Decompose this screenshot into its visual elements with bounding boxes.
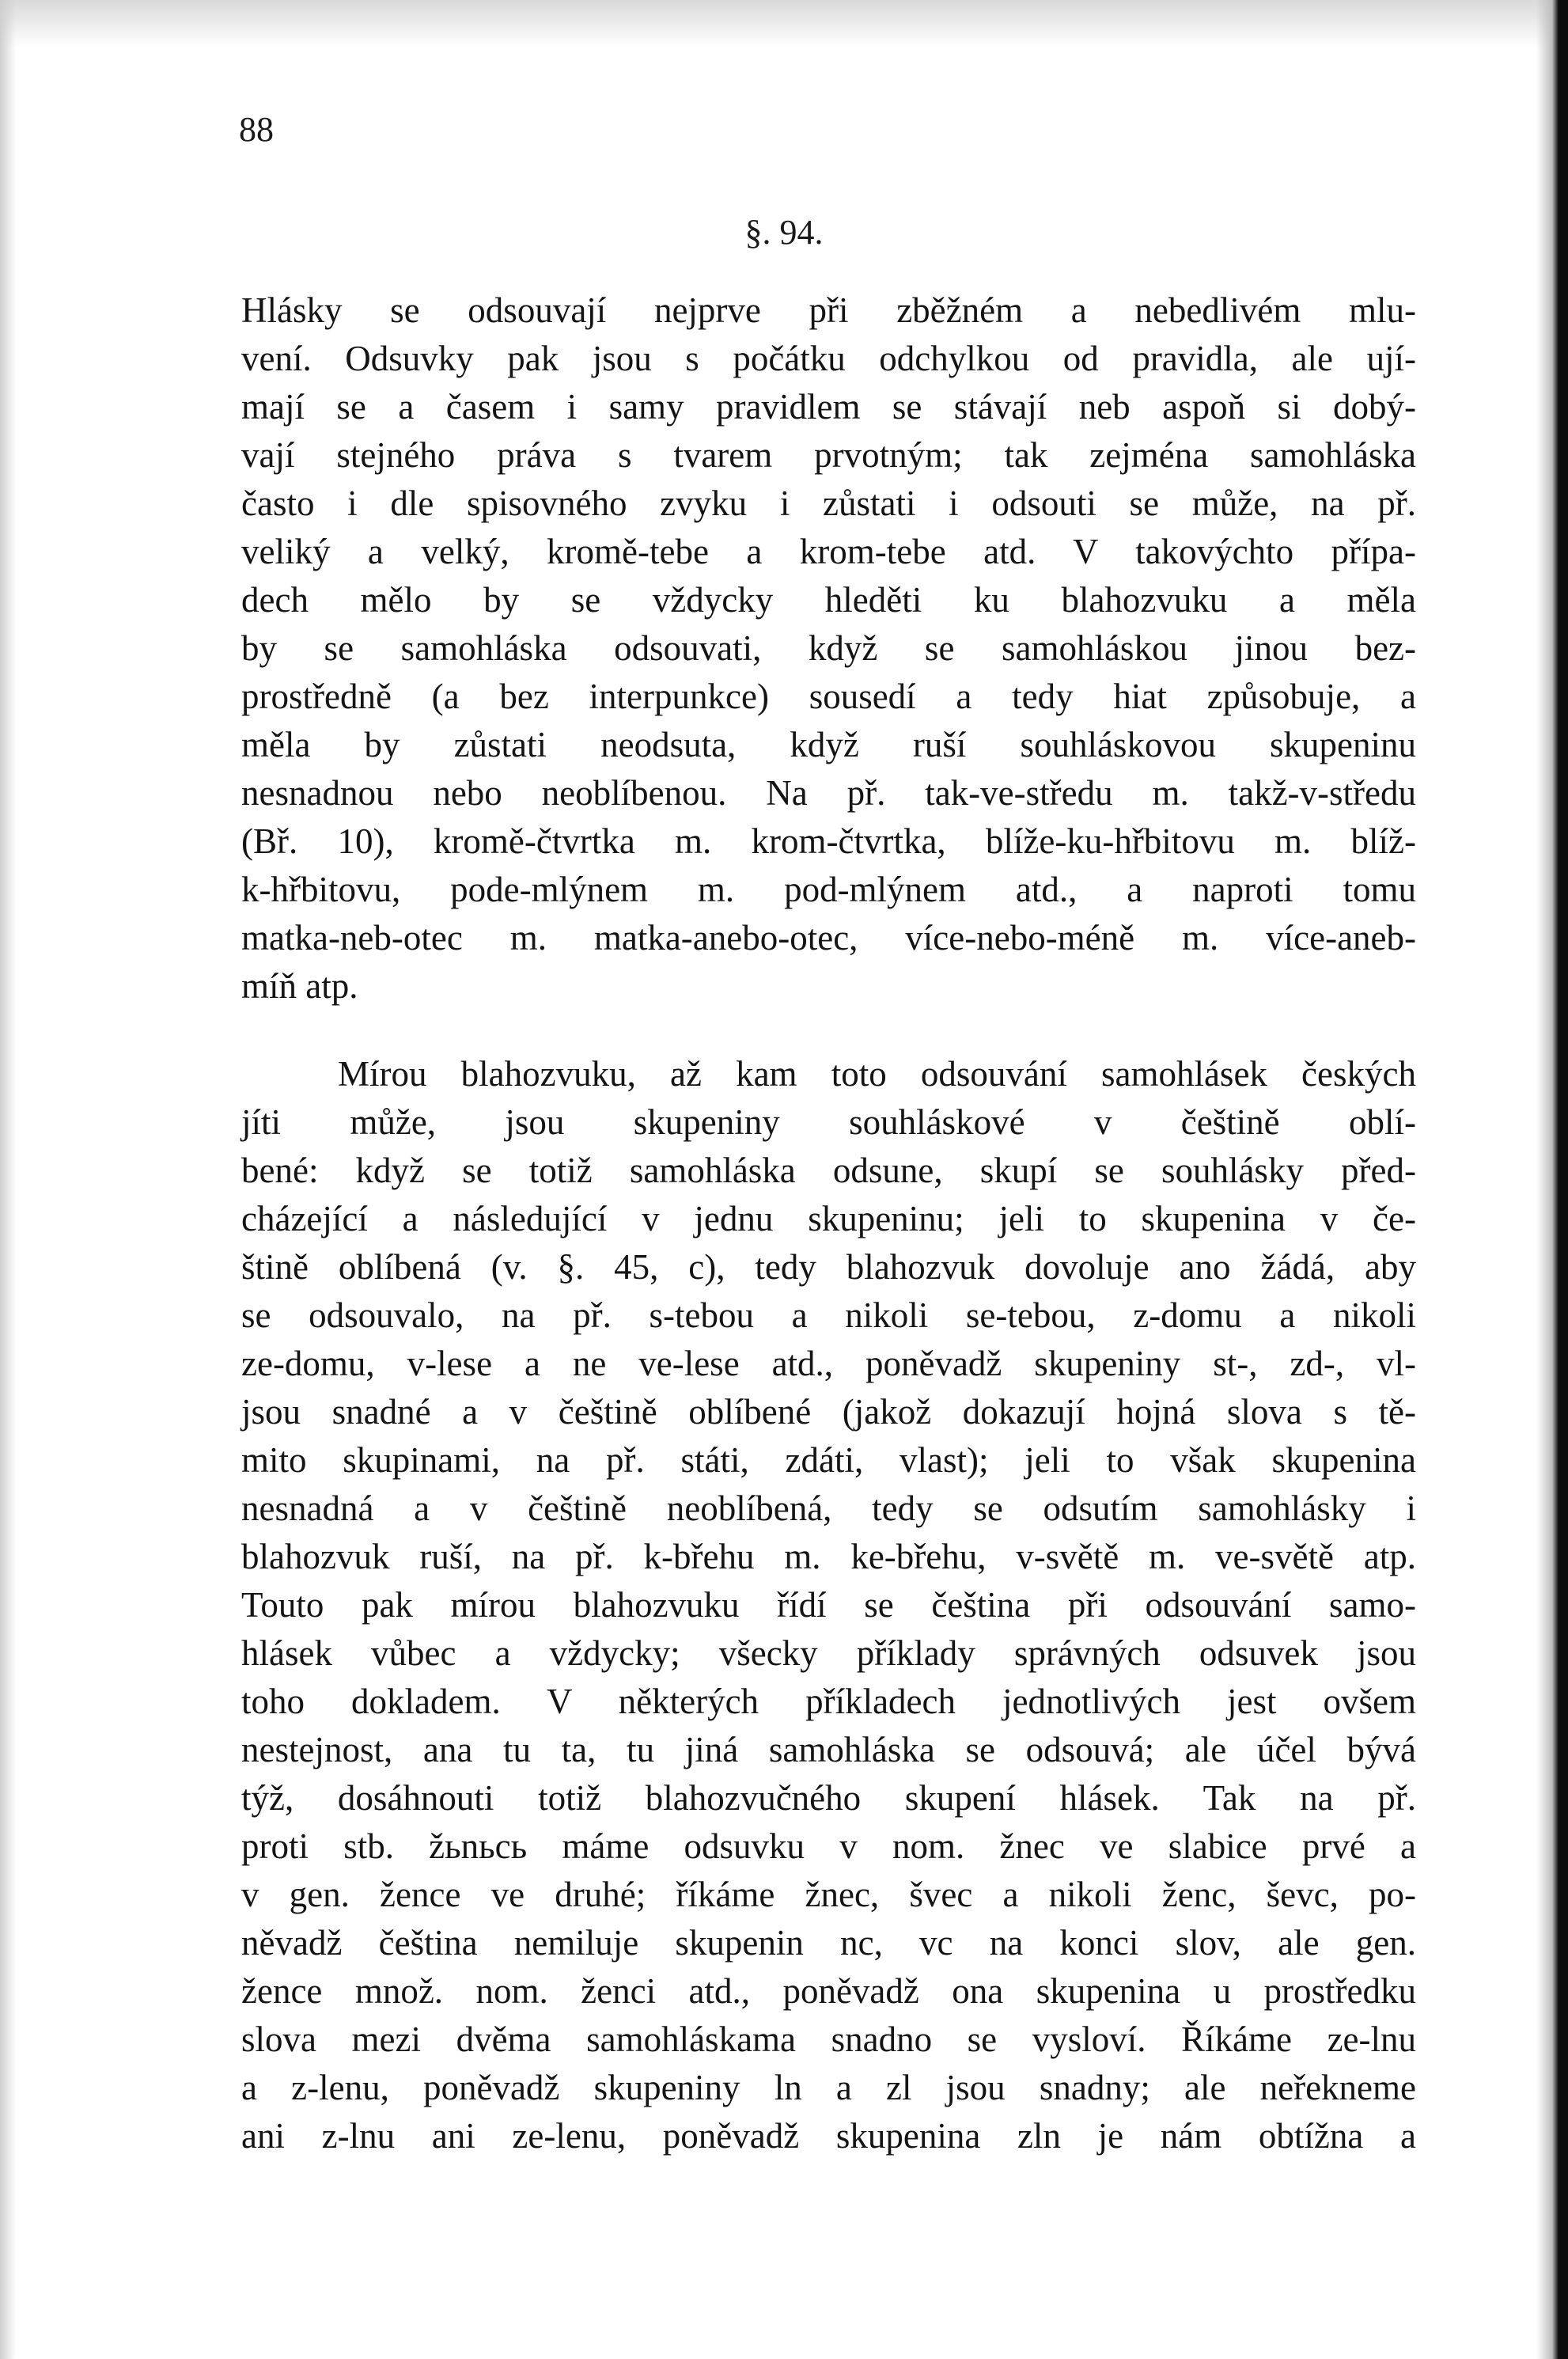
text-line: vení. Odsuvky pak jsou s počátku odchylkou od pravidla, ale ují- (241, 339, 1416, 378)
text-line: cházející a následující v jednu skupeninu; jeli to skupenina v če- (241, 1199, 1416, 1238)
text-line: dech mělo by se vždycky hleděti ku blahozvuku a měla (241, 580, 1416, 620)
text-line: se odsouvalo, na př. s-tebou a nikoli se-tebou, z-domu a nikoli (241, 1295, 1416, 1335)
text-line: mají se a časem i samy pravidlem se stávají neb aspoň si dobý- (241, 387, 1416, 427)
text-line: něvadž čeština nemiluje skupenin nc, vc na konci slov, ale gen. (241, 1923, 1416, 1963)
text-line: proti stb. žьnьcь máme odsuvku v nom. žnec ve slabice prvé a (241, 1826, 1416, 1866)
body-text (241, 286, 1416, 2160)
text-line: veliký a velký, kromě-tebe a krom-tebe atd. V takovýchto přípa- (241, 532, 1416, 571)
paragraph-1 (241, 286, 1416, 1011)
page-top-shadow (0, 0, 1568, 47)
text-line: Hlásky se odsouvají nejprve při zběžném a nebedlivém mlu- (241, 290, 1416, 330)
text-line: matka-neb-otec m. matka-anebo-otec, více-nebo-méně m. více-aneb- (241, 918, 1416, 958)
page-left-shadow (0, 0, 16, 2359)
text-line: blahozvuk ruší, na př. k-břehu m. ke-břehu, v-světě m. ve-světě atp. (241, 1537, 1416, 1576)
text-line: jsou snadné a v češtině oblíbené (jakož dokazují hojná slova s tě- (241, 1392, 1416, 1432)
text-line: slova mezi dvěma samohláskama snadno se vysloví. Říkáme ze-lnu (241, 2020, 1416, 2059)
text-line: hlásek vůbec a vždycky; všecky příklady správných odsuvek jsou (241, 1633, 1416, 1673)
text-line: by se samohláska odsouvati, když se samohláskou jinou bez- (241, 628, 1416, 668)
text-line: míň atp. (241, 966, 358, 1006)
text-line: v gen. žence ve druhé; říkáme žnec, švec a nikoli ženc, ševc, po- (241, 1875, 1416, 1914)
text-line: nestejnost, ana tu ta, tu jiná samohláska se odsouvá; ale účel bývá (241, 1730, 1416, 1769)
text-line: nesnadnou nebo neoblíbenou. Na př. tak-ve-středu m. takž-v-středu (241, 773, 1416, 813)
text-line: toho dokladem. V některých příkladech jednotlivých jest ovšem (241, 1682, 1416, 1721)
text-line: bené: když se totiž samohláska odsune, skupí se souhlásky před- (241, 1151, 1416, 1190)
text-line: prostředně (a bez interpunkce) sousedí a tedy hiat způsobuje, a (241, 677, 1416, 716)
text-line: nesnadná a v češtině neoblíbená, tedy se odsutím samohlásky i (241, 1489, 1416, 1528)
page-right-edge (1536, 0, 1568, 2359)
text-line: štině oblíbená (v. §. 45, c), tedy blahozvuk dovoluje ano žádá, aby (241, 1247, 1416, 1287)
text-line: žence množ. nom. ženci atd., poněvadž ona skupenina u prostředku (241, 1971, 1416, 2011)
paragraph-gap (241, 1011, 1416, 1050)
text-line: často i dle spisovného zvyku i zůstati i odsouti se může, na př. (241, 484, 1416, 523)
text-line: měla by zůstati neodsuta, když ruší souhláskovou skupeninu (241, 725, 1416, 764)
text-line: Mírou blahozvuku, až kam toto odsouvání samohlásek českých (338, 1054, 1416, 1094)
text-line: vají stejného práva s tvarem prvotným; tak zejména samohláska (241, 435, 1416, 475)
text-line: ze-domu, v-lese a ne ve-lese atd., poněvadž skupeniny st-, zd-, vl- (241, 1344, 1416, 1383)
paragraph-2 (241, 1050, 1416, 2160)
text-line: jíti může, jsou skupeniny souhláskové v češtině oblí- (241, 1102, 1416, 1142)
text-line: (Bř. 10), kromě-čtvrtka m. krom-čtvrtka, blíže-ku-hřbitovu m. blíž- (241, 821, 1416, 861)
text-line: týž, dosáhnouti totiž blahozvučného skupení hlásek. Tak na př. (241, 1778, 1416, 1818)
text-line: Touto pak mírou blahozvuku řídí se čeština při odsouvání samo- (241, 1585, 1416, 1625)
text-line: a z-lenu, poněvadž skupeniny ln a zl jsou snadny; ale neřekneme (241, 2068, 1416, 2107)
text-line: mito skupinami, na př. státi, zdáti, vlast); jeli to však skupenina (241, 1440, 1416, 1480)
page-number: 88 (239, 110, 274, 149)
text-line: k-hřbitovu, pode-mlýnem m. pod-mlýnem atd., a naproti tomu (241, 870, 1416, 909)
section-heading: §. 94. (744, 213, 824, 252)
text-line: ani z-lnu ani ze-lenu, poněvadž skupenina zln je nám obtížna a (241, 2116, 1416, 2156)
